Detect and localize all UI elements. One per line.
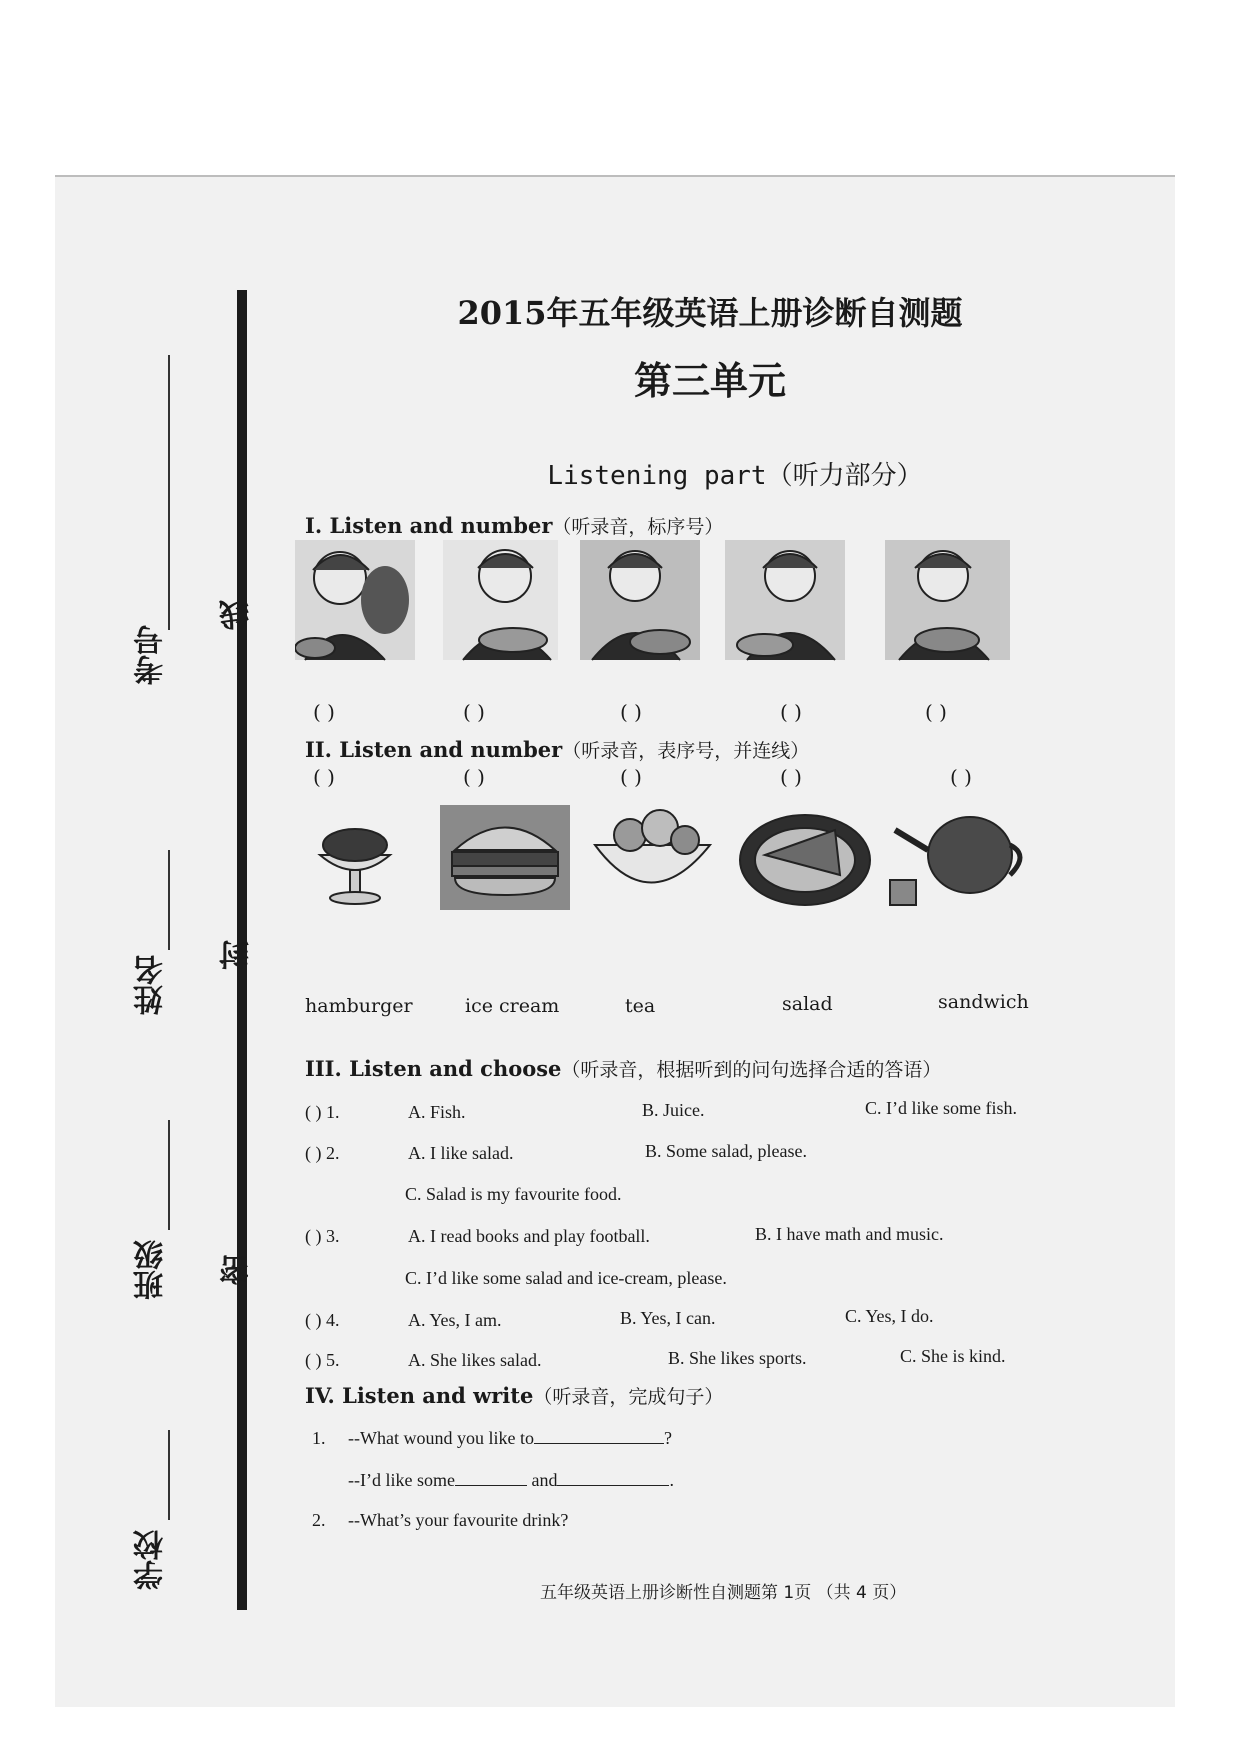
tea-picture bbox=[890, 817, 1020, 905]
q1-option-c: C. I’d like some fish. bbox=[865, 1098, 1017, 1118]
w1-answer-end: . bbox=[669, 1470, 674, 1490]
q5-option-b: B. She likes sports. bbox=[668, 1348, 807, 1368]
section-3-cn: （听录音，根据听到的问句选择合适的答语） bbox=[561, 1059, 942, 1081]
section-4-cn: （听录音，完成句子） bbox=[533, 1386, 724, 1408]
w1-blank-1[interactable] bbox=[534, 1442, 664, 1444]
side-rule-kaohao bbox=[168, 355, 170, 630]
q3-option-c: C. I’d like some salad and ice-cream, please. bbox=[405, 1268, 727, 1288]
side-label-kaohao: 考号 bbox=[134, 625, 169, 685]
girls-eating-pictures bbox=[295, 540, 1015, 665]
answer-paren-1-2[interactable]: ( ) bbox=[463, 700, 485, 724]
unit-title: 第三单元 bbox=[633, 358, 786, 403]
side-label-xian: 线 bbox=[220, 600, 255, 630]
listening-header: Listening part（听力部分） bbox=[547, 461, 923, 491]
answer-paren-2-4[interactable]: ( ) bbox=[780, 765, 802, 789]
hamburger-picture bbox=[440, 805, 570, 910]
side-label-banji: 班级 bbox=[134, 1240, 169, 1300]
food-label-2: ice cream bbox=[465, 995, 560, 1017]
q1-number[interactable]: ( ) 1. bbox=[305, 1102, 340, 1122]
q2-number[interactable]: ( ) 2. bbox=[305, 1143, 340, 1163]
q1-option-a: A. Fish. bbox=[408, 1102, 466, 1122]
q3-option-b: B. I have math and music. bbox=[755, 1224, 944, 1244]
w2-number: 2. bbox=[312, 1510, 326, 1530]
girl-picture-3 bbox=[580, 540, 700, 660]
ice-cream-picture bbox=[320, 829, 390, 904]
section-1-cn: （听录音，标序号） bbox=[552, 516, 724, 538]
food-label-4: salad bbox=[782, 993, 833, 1015]
q4-option-a: A. Yes, I am. bbox=[408, 1310, 502, 1330]
section-2-cn: （听录音，表序号，并连线） bbox=[562, 740, 810, 762]
w1-line-1 bbox=[348, 1428, 672, 1449]
section-4-title: IV. Listen and write bbox=[305, 1383, 534, 1408]
page-footer: 五年级英语上册诊断性自测题第 1页 （共 4 页） bbox=[540, 1583, 907, 1603]
girl-picture-2 bbox=[443, 540, 558, 660]
girl-picture-4 bbox=[725, 540, 845, 660]
q5-option-a: A. She likes salad. bbox=[408, 1350, 542, 1370]
q5-number[interactable]: ( ) 5. bbox=[305, 1350, 340, 1370]
w1-question-end: ? bbox=[663, 1428, 672, 1448]
food-label-3: tea bbox=[625, 995, 656, 1017]
girl-picture-1 bbox=[295, 540, 415, 660]
w1-question-text: --What wound you like to bbox=[348, 1428, 534, 1448]
section-2-title: II. Listen and number bbox=[305, 737, 563, 762]
q2-option-b: B. Some salad, please. bbox=[645, 1141, 807, 1161]
answer-paren-2-5[interactable]: ( ) bbox=[950, 765, 972, 789]
food-pictures bbox=[310, 800, 1030, 915]
q3-number[interactable]: ( ) 3. bbox=[305, 1226, 340, 1246]
page-title: 2015年五年级英语上册诊断自测题 bbox=[457, 294, 963, 332]
bleed-through-text bbox=[230, 285, 236, 306]
side-label-mi: 密 bbox=[220, 1255, 255, 1285]
section-4-heading bbox=[305, 1382, 723, 1409]
answer-paren-2-2[interactable]: ( ) bbox=[463, 765, 485, 789]
q1-option-b: B. Juice. bbox=[642, 1100, 705, 1120]
section-3-title: III. Listen and choose bbox=[305, 1056, 562, 1081]
side-label-xuexiao: 学校 bbox=[134, 1530, 169, 1590]
q4-number[interactable]: ( ) 4. bbox=[305, 1310, 340, 1330]
q4-option-b: B. Yes, I can. bbox=[620, 1308, 716, 1328]
section-3-heading bbox=[305, 1055, 941, 1082]
food-label-1: hamburger bbox=[305, 995, 413, 1017]
w1-blank-3[interactable] bbox=[557, 1484, 669, 1486]
answer-paren-2-3[interactable]: ( ) bbox=[620, 765, 642, 789]
answer-paren-1-1[interactable]: ( ) bbox=[313, 700, 335, 724]
answer-paren-1-5[interactable]: ( ) bbox=[925, 700, 947, 724]
section-2-heading bbox=[305, 736, 809, 763]
q2-option-a: A. I like salad. bbox=[408, 1143, 514, 1163]
answer-paren-1-4[interactable]: ( ) bbox=[780, 700, 802, 724]
w2-question-text: --What’s your favourite drink? bbox=[348, 1510, 569, 1530]
side-rule-xingming bbox=[168, 850, 170, 950]
w1-and-text: and bbox=[531, 1470, 558, 1490]
q2-option-c: C. Salad is my favourite food. bbox=[405, 1184, 622, 1204]
w1-line-2 bbox=[348, 1470, 674, 1491]
side-label-xingming: 姓名 bbox=[134, 955, 169, 1015]
answer-paren-2-1[interactable]: ( ) bbox=[313, 765, 335, 789]
section-1-heading bbox=[305, 512, 723, 539]
answer-paren-1-3[interactable]: ( ) bbox=[620, 700, 642, 724]
section-1-title: I. Listen and number bbox=[305, 513, 553, 538]
side-rule-banji bbox=[168, 1120, 170, 1230]
w1-answer-text: --I’d like some bbox=[348, 1470, 455, 1490]
w1-blank-2[interactable] bbox=[455, 1484, 527, 1486]
q5-option-c: C. She is kind. bbox=[900, 1346, 1006, 1366]
w1-number: 1. bbox=[312, 1428, 326, 1448]
q4-option-c: C. Yes, I do. bbox=[845, 1306, 934, 1326]
side-label-feng: 封 bbox=[220, 940, 255, 970]
girl-picture-5 bbox=[885, 540, 1010, 660]
sandwich-picture bbox=[740, 815, 870, 905]
salad-picture bbox=[595, 810, 710, 883]
food-label-5: sandwich bbox=[938, 991, 1029, 1013]
side-rule-xuexiao bbox=[168, 1430, 170, 1520]
q3-option-a: A. I read books and play football. bbox=[408, 1226, 650, 1246]
